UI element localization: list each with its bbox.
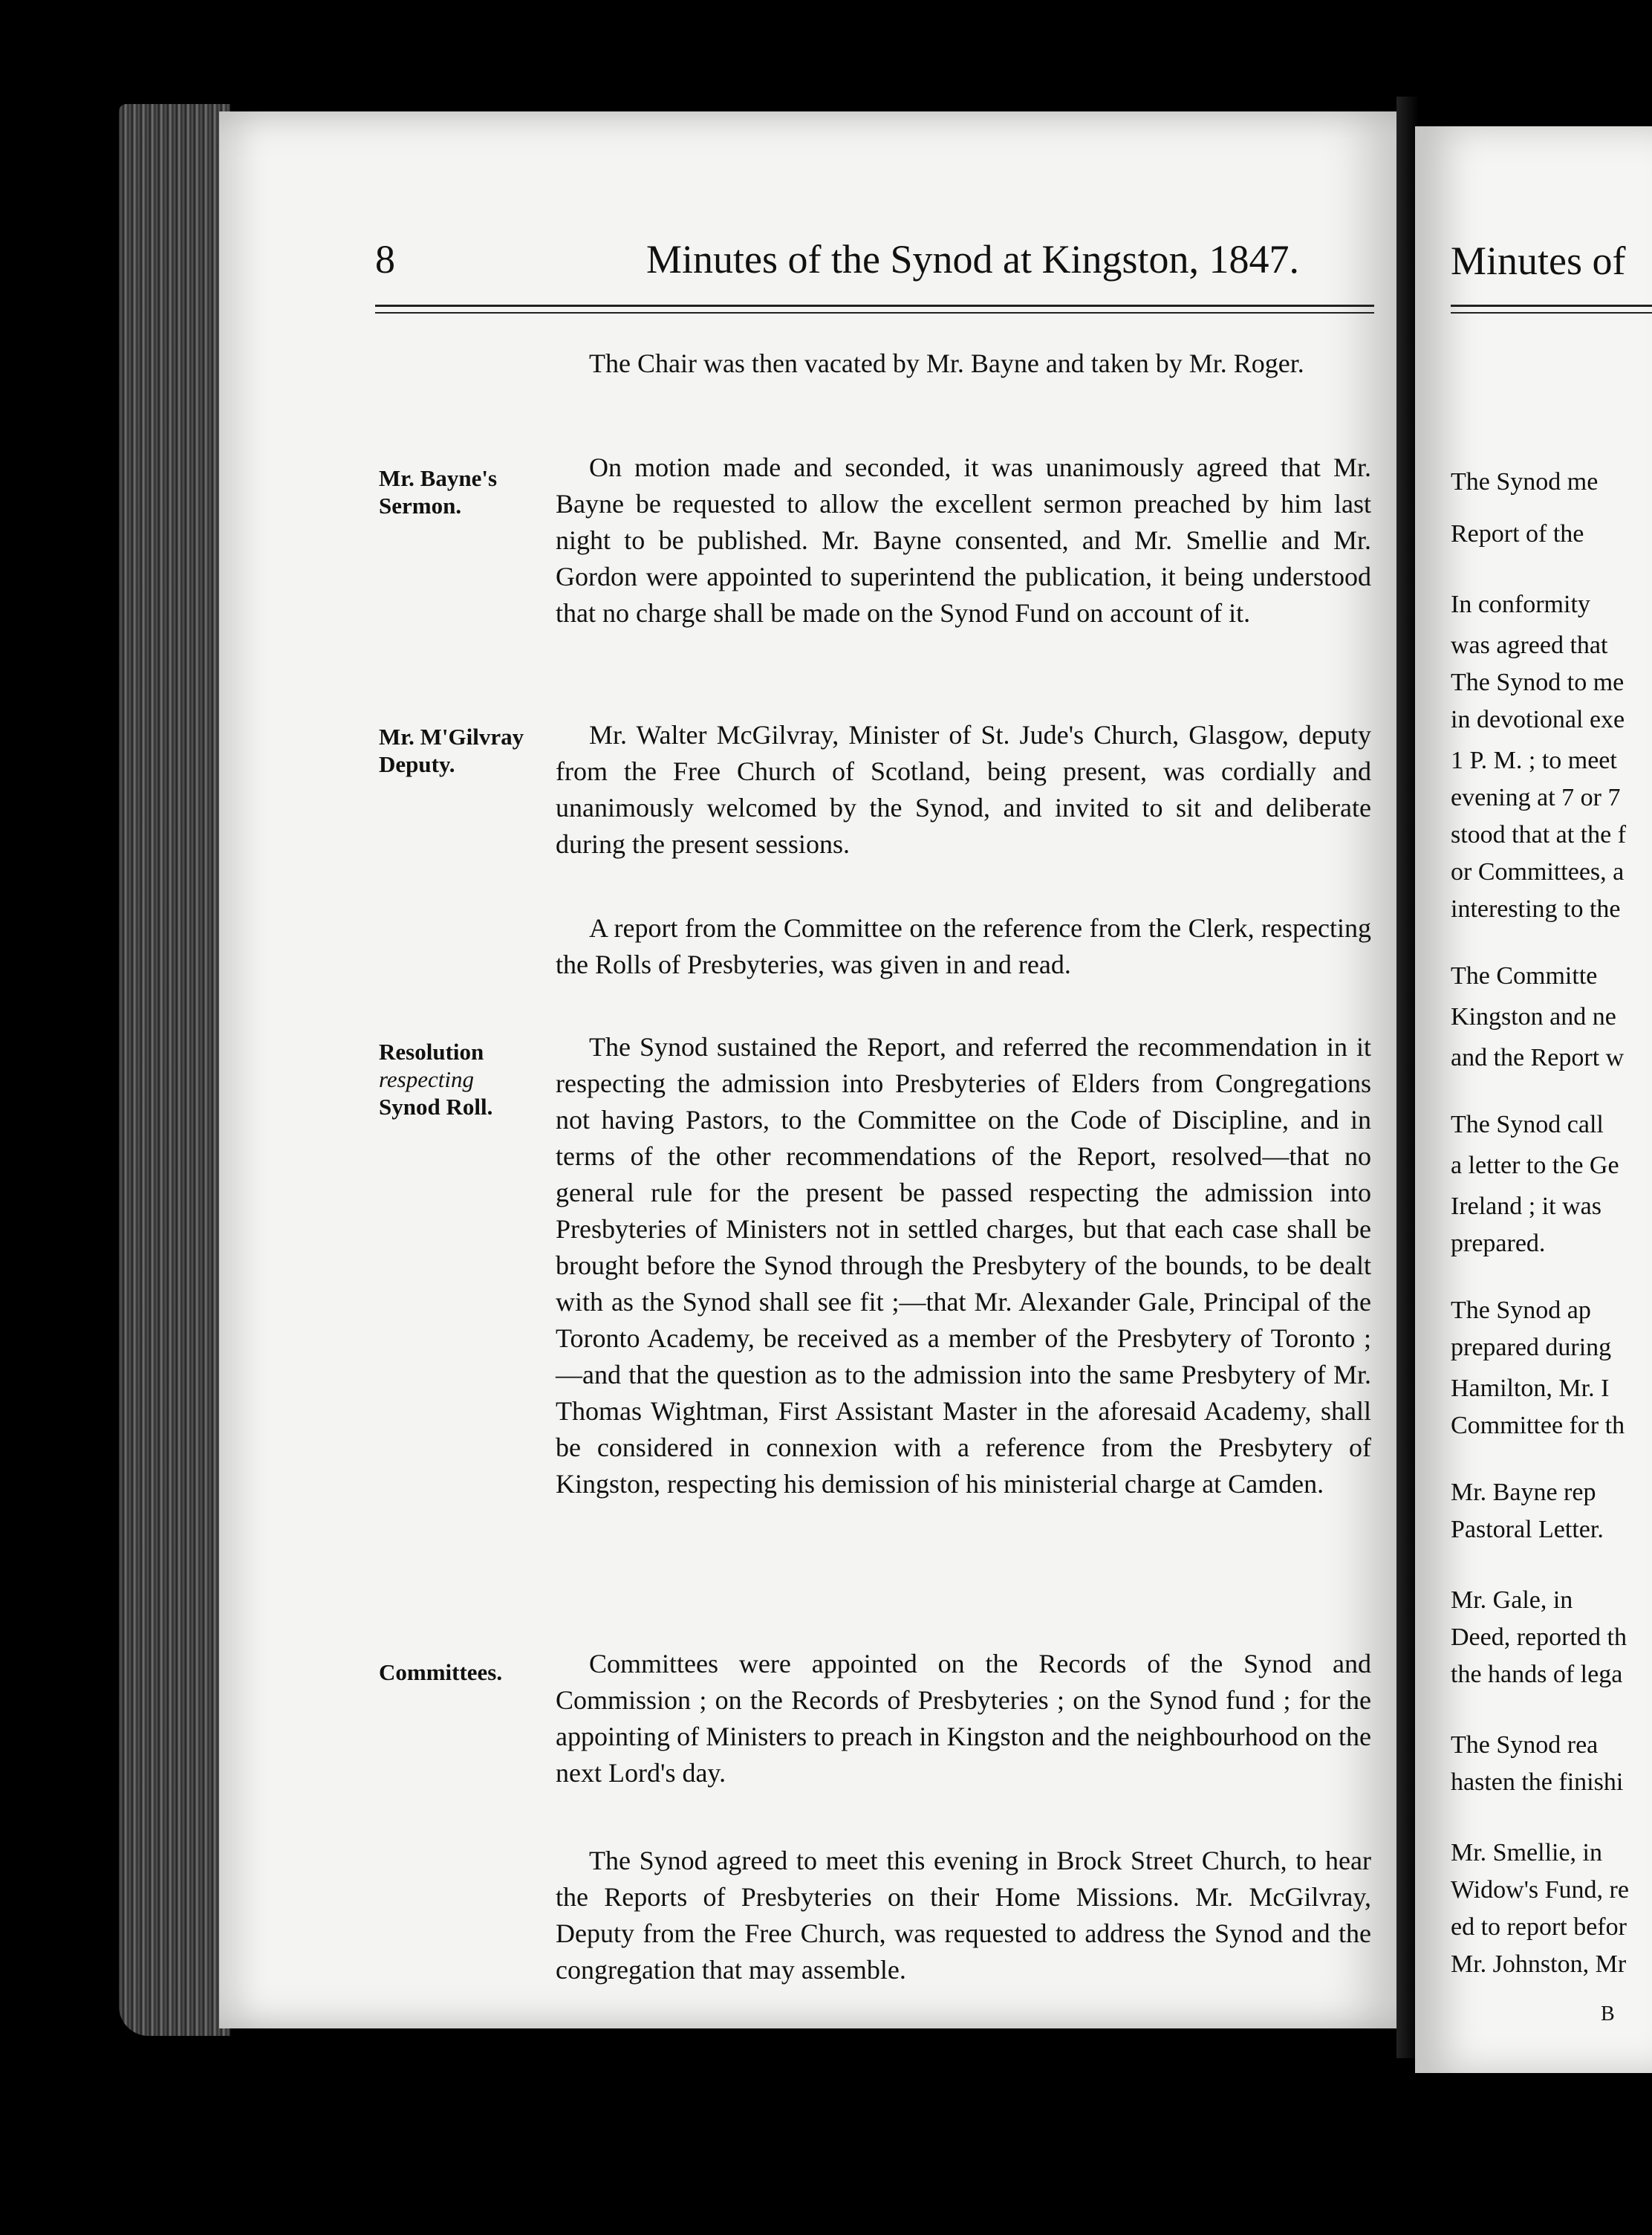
side-note-line: respecting [379,1066,474,1092]
paragraph-committees: Committees were appointed on the Records of the Synod and Commission ; on the Records of Presbyteries ; on the Synod fund ; for the appointing of Ministers to preach in Kingston and the neighbourhood on the next Lord's day. [556,1649,1371,1788]
header-rule [375,305,1374,307]
right-page-line: or Committees, a [1451,858,1625,886]
right-page-line: Committee for th [1451,1412,1625,1439]
right-page-line: In conformity [1451,591,1590,618]
right-page-line: Kingston and ne [1451,1003,1616,1031]
right-page-line: Report of the [1451,520,1584,548]
right-page-line: B [1601,2002,1615,2025]
right-page-line: 1 P. M. ; to meet [1451,747,1617,774]
right-page-line: The Synod rea [1451,1731,1599,1759]
right-page-line: hasten the finishi [1451,1768,1624,1796]
right-page-line: Mr. Bayne rep [1451,1479,1596,1506]
right-page-line: The Synod me [1451,468,1599,496]
side-note-line: Resolution [379,1039,484,1065]
right-page-line: the hands of lega [1451,1661,1623,1688]
right-page-line: Hamilton, Mr. I [1451,1375,1610,1402]
right-page-line: Widow's Fund, re [1451,1876,1629,1904]
side-note-committees [379,1658,557,1686]
side-note-bayne-sermon [379,464,557,519]
side-note-line: Sermon. [379,493,462,519]
right-page-line: in devotional exe [1451,706,1625,733]
side-note-mcgilvray-deputy [379,723,557,778]
right-page-line: The Synod to me [1451,669,1625,696]
right-page-line: prepared. [1451,1230,1546,1257]
right-page-line: Deed, reported th [1451,1623,1627,1651]
paragraph-committee-report: A report from the Committee on the reference from the Clerk, respecting the Rolls of Presbyteries, was given in and read. [556,913,1371,979]
paragraph-evening-meeting: The Synod agreed to meet this evening in Brock Street Church, to hear the Reports of Presbyteries on their Home Missions. Mr. McGilvray, Deputy from the Free Church, was requested to address the Synod and the congregation that may assemble. [556,1846,1371,1985]
paragraph-chair-vacated: The Chair was then vacated by Mr. Bayne and taken by Mr. Roger. [589,348,1304,378]
header-rule [1451,312,1652,314]
right-page-line: Mr. Johnston, Mr [1451,1950,1627,1978]
right-page-line: interesting to the [1451,895,1621,923]
right-page-line: and the Report w [1451,1044,1625,1071]
right-page-line: Pastoral Letter. [1451,1516,1604,1543]
header-rule [375,312,1374,314]
side-note-line: Deputy. [379,751,455,777]
right-page-line: Mr. Gale, in [1451,1586,1573,1614]
running-title: Minutes of the Synod at Kingston, 1847. [646,237,1299,282]
side-note-line: Mr. Bayne's [379,465,498,491]
paragraph-mcgilvray-deputy: Mr. Walter McGilvray, Minister of St. Jude's Church, Glasgow, deputy from the Free Church of Scotland, being present, was cordially and unanimously welcomed by the Synod, and invited to sit and deliberate during the present sessions. [556,720,1371,859]
right-page-line: stood that at the f [1451,821,1627,849]
right-page-line: a letter to the Ge [1451,1152,1619,1179]
right-page-line: The Synod ap [1451,1297,1591,1324]
side-note-line: Synod Roll. [379,1094,493,1120]
paragraph-synod-roll-resolution: The Synod sustained the Report, and referred the recommendation in it respecting the admission into Presbyteries of Elders from Congregations not having Pastors, to the Committee on the Code of Discipline, and in terms of the other recommendations of the Report, resolved—that no general rule for the present be passed respecting the admission into Presbyteries of Ministers not in settled charges, but that each case shall be brought before the Synod through the Presbytery of the bounds, to be dealt with as the Synod shall see fit ;—that Mr. Alexander Gale, Principal of the Toronto Academy, be received as a member of the Presbytery of Toronto ;—and that the question as to the admission into the same Presbytery of Mr. Thomas Wightman, First Assistant Master in the aforesaid Academy, shall be considered in connexion with a reference from the Presbytery of Kingston, respecting his demission of his ministerial charge at Camden. [556,1032,1371,1499]
side-note-synod-roll [379,1038,557,1120]
book-page-edges [119,104,230,2036]
right-page-line: ed to report befor [1451,1913,1627,1941]
right-page-line: The Committe [1451,962,1598,990]
right-page [1415,126,1652,2073]
side-note-line: Mr. M'Gilvray [379,724,524,750]
side-note-line: Committees. [379,1659,503,1685]
right-page-line: Ireland ; it was [1451,1193,1601,1220]
right-page-line: prepared during [1451,1334,1612,1361]
right-page-line: Mr. Smellie, in [1451,1839,1602,1866]
paragraph-bayne-sermon: On motion made and seconded, it was unanimously agreed that Mr. Bayne be requested to allow the excellent sermon preached by him last night to be published. Mr. Bayne consented, and Mr. Smellie and Mr. Gordon were appointed to superintend the publication, it being understood that no charge shall be made on the Synod Fund on account of it. [556,452,1371,628]
right-page-line: The Synod call [1451,1111,1604,1138]
right-page-line: was agreed that [1451,632,1608,659]
right-page-line: evening at 7 or 7 [1451,784,1621,811]
right-running-title: Minutes of [1451,239,1626,283]
header-rule [1451,305,1652,307]
page-number: 8 [375,237,395,282]
